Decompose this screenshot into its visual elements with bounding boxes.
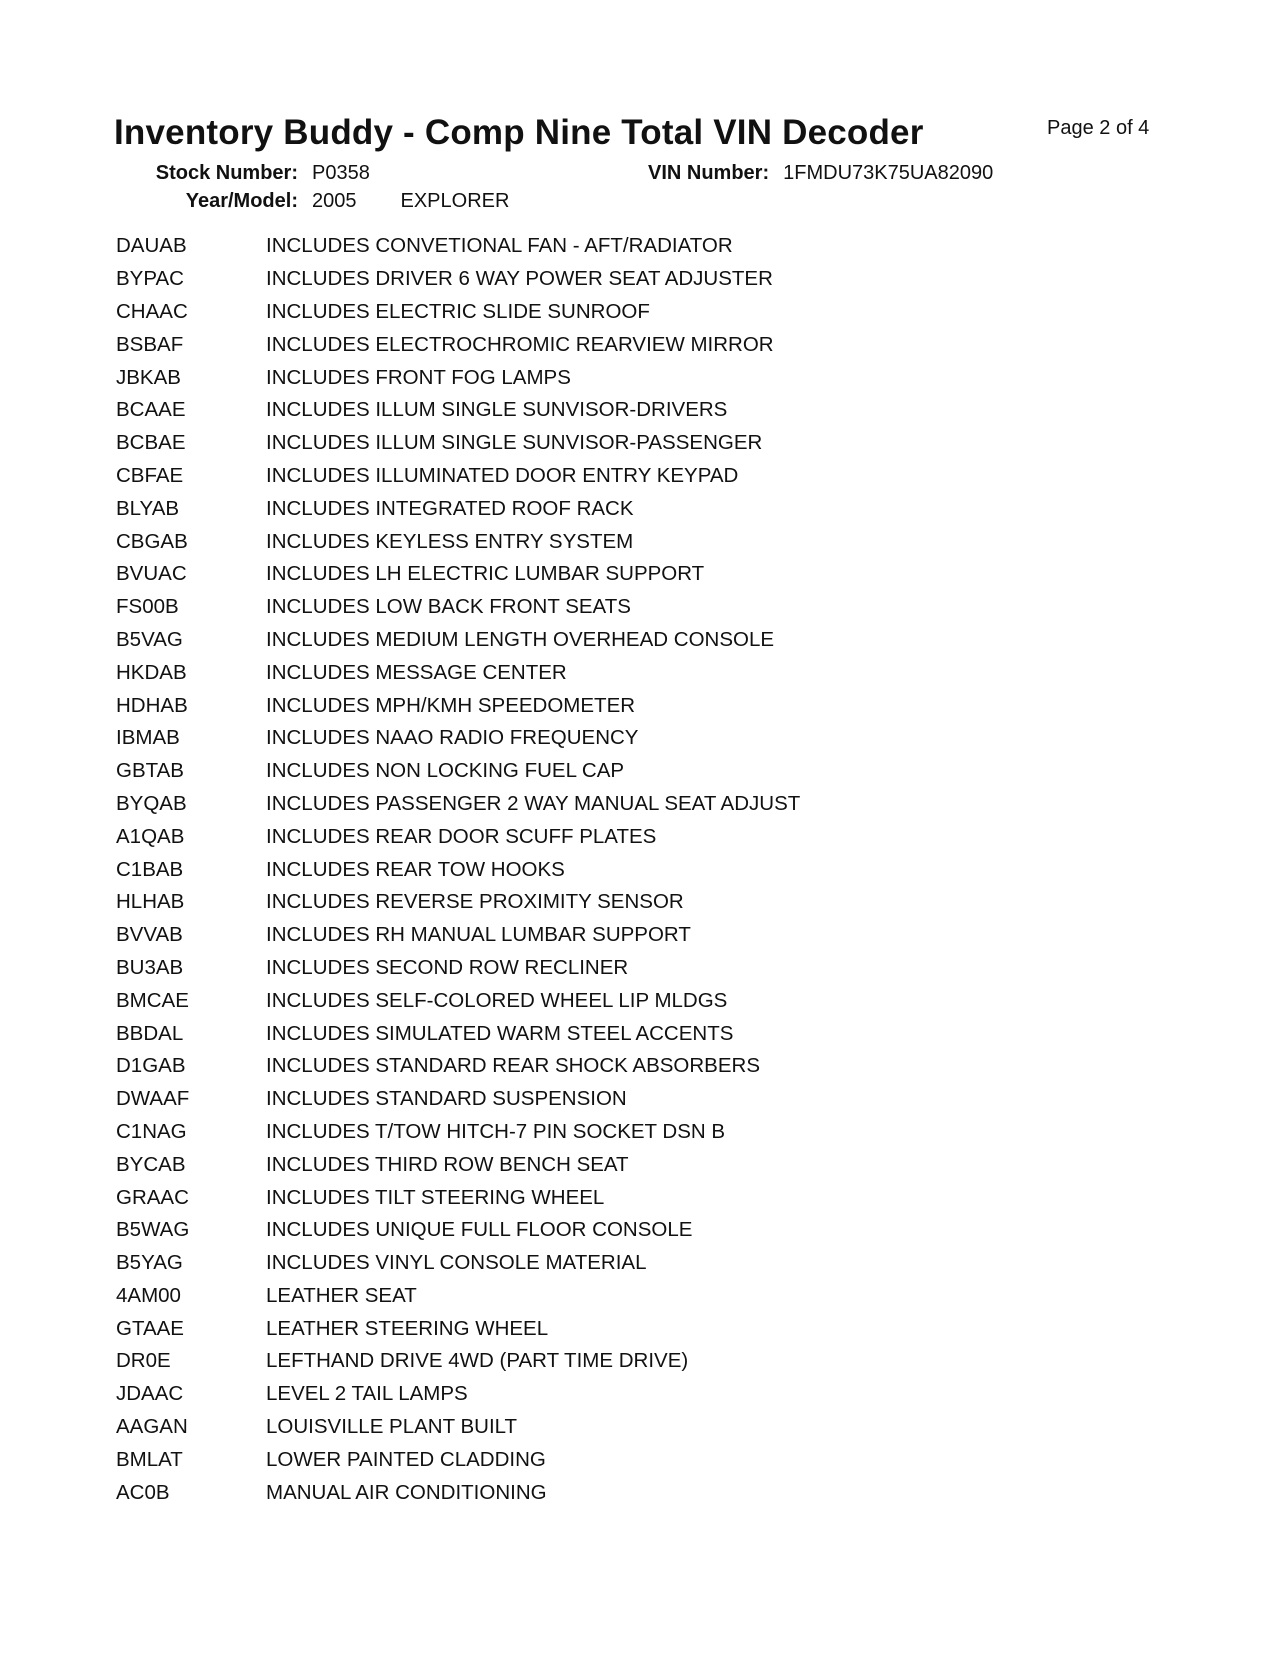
option-row: [116, 1378, 800, 1411]
year-model-row: [114, 190, 509, 213]
option-row: [116, 1116, 800, 1149]
stock-number-label: Stock Number:: [155, 162, 298, 184]
option-description: LOUISVILLE PLANT BUILT: [266, 1415, 518, 1439]
option-row: [116, 820, 800, 853]
option-row: [116, 263, 800, 296]
option-description: INCLUDES SECOND ROW RECLINER: [266, 955, 629, 979]
option-description: INCLUDES REVERSE PROXIMITY SENSOR: [266, 890, 684, 914]
option-description: INCLUDES TILT STEERING WHEEL: [266, 1185, 605, 1209]
option-description: INCLUDES DRIVER 6 WAY POWER SEAT ADJUSTER: [266, 267, 773, 291]
option-code: BCAAE: [116, 398, 186, 422]
option-description: INCLUDES VINYL CONSOLE MATERIAL: [266, 1251, 647, 1275]
option-row: [116, 1148, 800, 1181]
option-description: INCLUDES LH ELECTRIC LUMBAR SUPPORT: [266, 562, 705, 586]
option-description: INCLUDES NAAO RADIO FREQUENCY: [266, 726, 639, 750]
option-row: [116, 1345, 800, 1378]
option-description: INCLUDES REAR TOW HOOKS: [266, 857, 565, 881]
option-row: [116, 492, 800, 525]
option-code: IBMAB: [116, 726, 180, 750]
option-code: HDHAB: [116, 693, 188, 717]
option-description: INCLUDES SELF-COLORED WHEEL LIP MLDGS: [266, 988, 728, 1012]
option-code: GRAAC: [116, 1185, 189, 1209]
option-code: B5WAG: [116, 1218, 190, 1242]
stock-number-row: [114, 162, 370, 185]
year-model-label: Year/Model:: [185, 190, 298, 212]
option-description: INCLUDES MEDIUM LENGTH OVERHEAD CONSOLE: [266, 627, 775, 651]
option-code: AC0B: [116, 1480, 170, 1504]
option-code: BLYAB: [116, 496, 180, 520]
option-code: JBKAB: [116, 365, 181, 389]
option-code: BMLAT: [116, 1447, 183, 1471]
option-description: INCLUDES ELECTROCHROMIC REARVIEW MIRROR: [266, 332, 774, 356]
option-row: [116, 984, 800, 1017]
option-description: INCLUDES KEYLESS ENTRY SYSTEM: [266, 529, 634, 553]
vin-number-row: [648, 162, 993, 185]
option-code: 4AM00: [116, 1283, 181, 1307]
option-row: [116, 427, 800, 460]
option-code: BYCAB: [116, 1152, 186, 1176]
year-value: 2005: [312, 190, 357, 212]
option-code: BU3AB: [116, 955, 184, 979]
option-row: [116, 1312, 800, 1345]
option-description: INCLUDES NON LOCKING FUEL CAP: [266, 759, 625, 783]
option-code: GTAAE: [116, 1316, 184, 1340]
option-code: GBTAB: [116, 759, 184, 783]
page-number: Page 2 of 4: [1047, 117, 1150, 139]
option-row: [116, 624, 800, 657]
option-description: INCLUDES LOW BACK FRONT SEATS: [266, 595, 631, 619]
option-code: CBGAB: [116, 529, 188, 553]
option-description: LOWER PAINTED CLADDING: [266, 1447, 546, 1471]
option-description: INCLUDES PASSENGER 2 WAY MANUAL SEAT ADJUST: [266, 791, 801, 815]
option-code: C1NAG: [116, 1119, 187, 1143]
option-row: [116, 1214, 800, 1247]
stock-number-value: P0358: [312, 162, 370, 184]
option-description: LEVEL 2 TAIL LAMPS: [266, 1382, 468, 1406]
option-description: INCLUDES MESSAGE CENTER: [266, 660, 567, 684]
option-row: [116, 788, 800, 821]
option-code-list: [116, 230, 800, 1509]
option-row: [116, 1050, 800, 1083]
vin-number-value: 1FMDU73K75UA82090: [783, 162, 994, 184]
option-description: INCLUDES FRONT FOG LAMPS: [266, 365, 571, 389]
option-code: DWAAF: [116, 1087, 190, 1111]
option-row: [116, 1476, 800, 1509]
option-code: JDAAC: [116, 1382, 184, 1406]
option-code: BYPAC: [116, 267, 184, 291]
option-description: INCLUDES T/TOW HITCH-7 PIN SOCKET DSN B: [266, 1119, 726, 1143]
option-row: [116, 1247, 800, 1280]
option-row: [116, 328, 800, 361]
option-row: [116, 919, 800, 952]
option-code: BYQAB: [116, 791, 187, 815]
document-title: Inventory Buddy - Comp Nine Total VIN Decoder: [114, 113, 924, 152]
option-code: BVUAC: [116, 562, 187, 586]
option-description: LEATHER STEERING WHEEL: [266, 1316, 549, 1340]
option-code: C1BAB: [116, 857, 184, 881]
option-code: CHAAC: [116, 299, 188, 323]
option-code: DAUAB: [116, 234, 187, 258]
option-description: INCLUDES CONVETIONAL FAN - AFT/RADIATOR: [266, 234, 733, 258]
option-description: INCLUDES INTEGRATED ROOF RACK: [266, 496, 634, 520]
option-code: CBFAE: [116, 463, 184, 487]
option-code: DR0E: [116, 1349, 171, 1373]
option-row: [116, 853, 800, 886]
option-description: INCLUDES THIRD ROW BENCH SEAT: [266, 1152, 629, 1176]
option-row: [116, 656, 800, 689]
option-row: [116, 296, 800, 329]
option-row: [116, 722, 800, 755]
option-code: A1QAB: [116, 824, 185, 848]
option-row: [116, 1017, 800, 1050]
option-row: [116, 1181, 800, 1214]
option-row: [116, 1083, 800, 1116]
option-description: LEFTHAND DRIVE 4WD (PART TIME DRIVE): [266, 1349, 689, 1373]
option-description: INCLUDES RH MANUAL LUMBAR SUPPORT: [266, 923, 691, 947]
option-code: BMCAE: [116, 988, 189, 1012]
option-row: [116, 1443, 800, 1476]
option-description: INCLUDES ILLUM SINGLE SUNVISOR-PASSENGER: [266, 431, 763, 455]
option-code: HLHAB: [116, 890, 185, 914]
option-row: [116, 886, 800, 919]
option-description: INCLUDES ELECTRIC SLIDE SUNROOF: [266, 299, 650, 323]
option-row: [116, 361, 800, 394]
model-value: EXPLORER: [400, 190, 510, 212]
option-description: INCLUDES MPH/KMH SPEEDOMETER: [266, 693, 636, 717]
option-row: [116, 591, 800, 624]
option-description: INCLUDES REAR DOOR SCUFF PLATES: [266, 824, 657, 848]
option-code: B5VAG: [116, 627, 183, 651]
option-description: MANUAL AIR CONDITIONING: [266, 1480, 547, 1504]
option-description: INCLUDES STANDARD REAR SHOCK ABSORBERS: [266, 1054, 761, 1078]
option-code: BCBAE: [116, 431, 186, 455]
option-code: HKDAB: [116, 660, 187, 684]
option-description: INCLUDES SIMULATED WARM STEEL ACCENTS: [266, 1021, 734, 1045]
option-row: [116, 1280, 800, 1313]
option-description: INCLUDES ILLUMINATED DOOR ENTRY KEYPAD: [266, 463, 739, 487]
option-row: [116, 558, 800, 591]
option-row: [116, 952, 800, 985]
option-description: LEATHER SEAT: [266, 1283, 417, 1307]
option-row: [116, 460, 800, 493]
option-code: D1GAB: [116, 1054, 186, 1078]
option-row: [116, 230, 800, 263]
option-description: INCLUDES STANDARD SUSPENSION: [266, 1087, 627, 1111]
option-code: FS00B: [116, 595, 179, 619]
option-description: INCLUDES ILLUM SINGLE SUNVISOR-DRIVERS: [266, 398, 728, 422]
option-row: [116, 394, 800, 427]
option-description: INCLUDES UNIQUE FULL FLOOR CONSOLE: [266, 1218, 693, 1242]
vin-number-label: VIN Number:: [648, 162, 770, 184]
option-row: [116, 525, 800, 558]
option-code: AAGAN: [116, 1415, 188, 1439]
option-row: [116, 689, 800, 722]
option-code: B5YAG: [116, 1251, 183, 1275]
option-code: BSBAF: [116, 332, 184, 356]
option-row: [116, 755, 800, 788]
option-code: BVVAB: [116, 923, 183, 947]
option-code: BBDAL: [116, 1021, 184, 1045]
option-row: [116, 1411, 800, 1444]
